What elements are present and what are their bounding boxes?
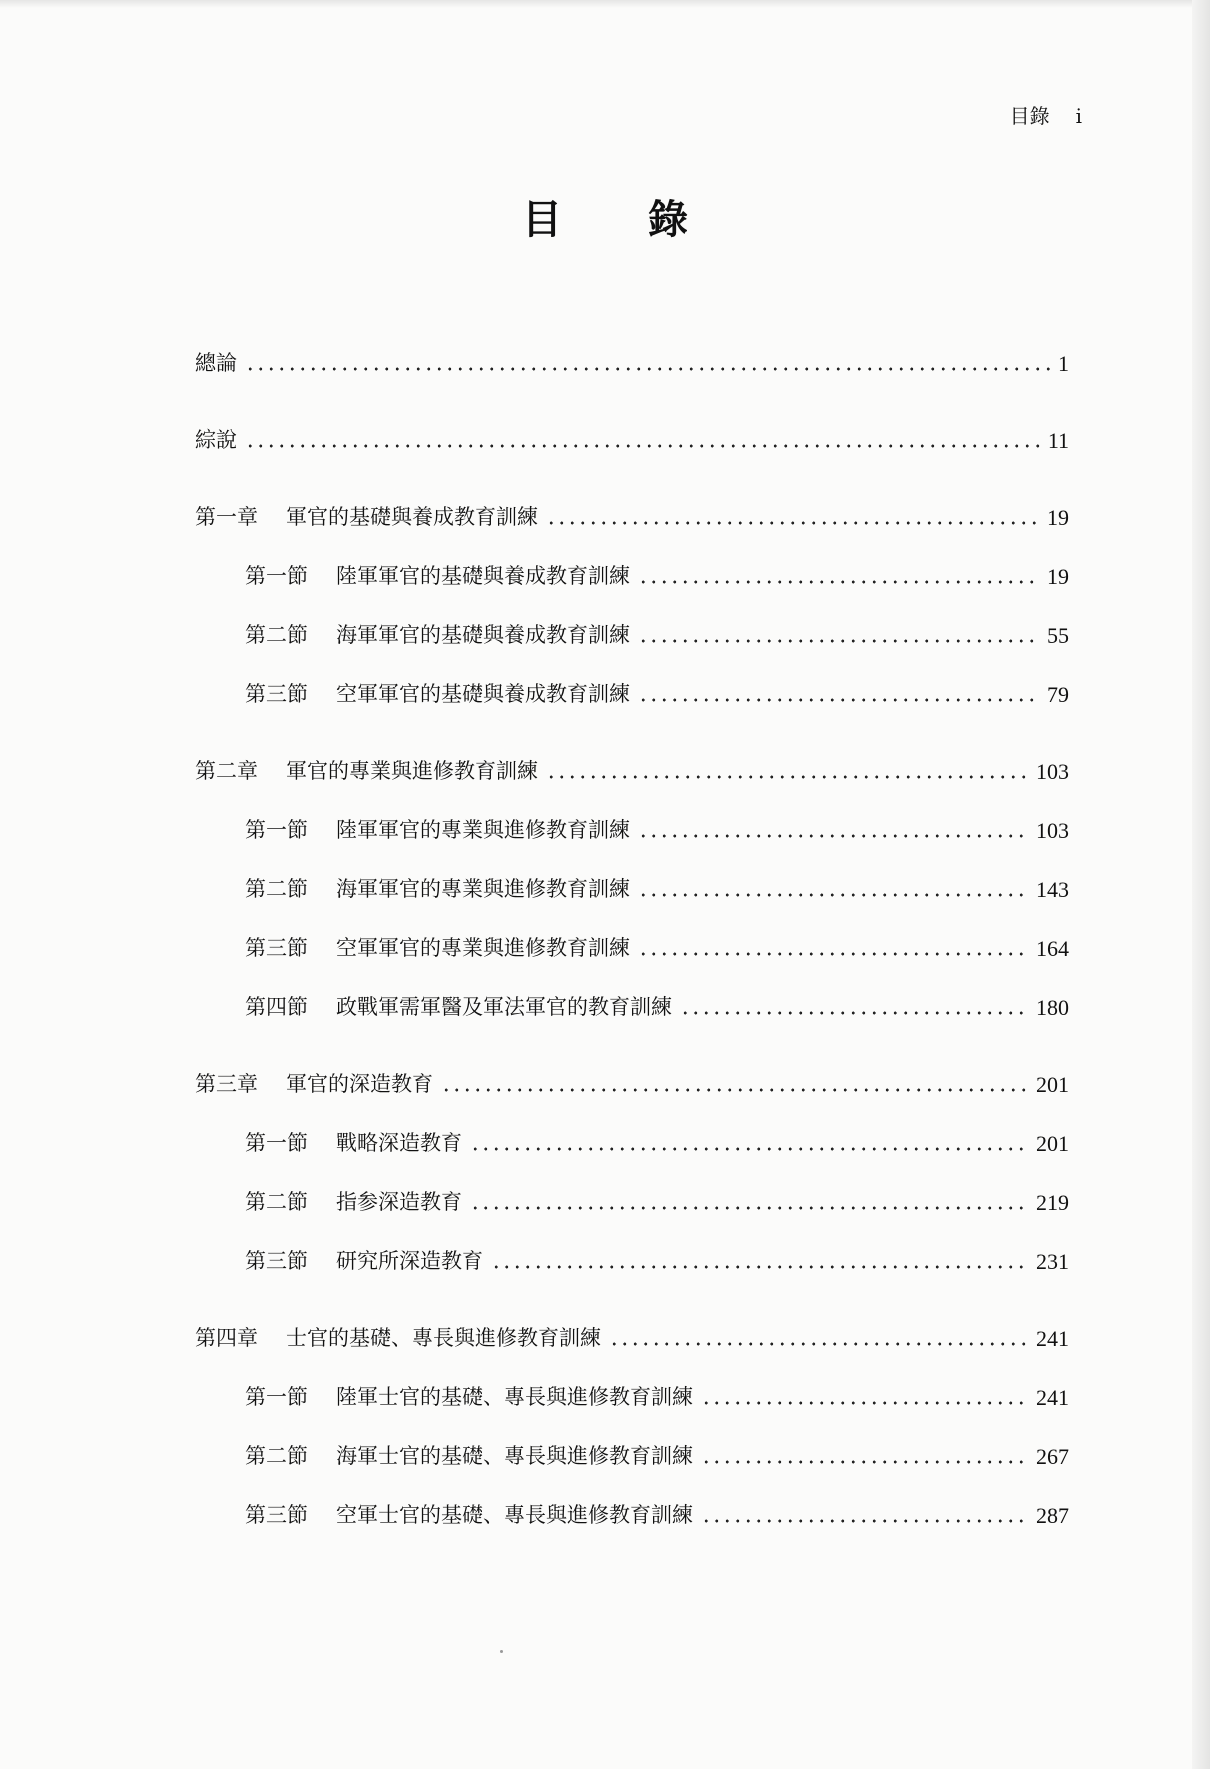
toc-entry-section xyxy=(195,1157,1069,1216)
toc-entry-number: 第三節 xyxy=(245,1249,308,1273)
toc-entry-chapter xyxy=(195,472,1069,531)
toc-entry-number: 第二節 xyxy=(245,623,308,647)
toc-dot-leader xyxy=(546,775,1028,779)
toc-dot-leader xyxy=(701,1519,1028,1523)
toc-entry-number: 第二章 xyxy=(195,759,258,783)
toc-entry-title: 海軍軍官的專業與進修教育訓練 xyxy=(336,877,630,901)
toc-dot-leader xyxy=(609,1342,1028,1346)
toc-dot-leader xyxy=(470,1206,1028,1210)
table-of-contents xyxy=(195,318,1069,1529)
toc-entry-page: 287 xyxy=(1036,1503,1069,1528)
toc-entry-top xyxy=(195,318,1069,377)
toc-dot-leader xyxy=(701,1401,1028,1405)
toc-entry-title: 總論 xyxy=(195,351,237,375)
toc-dot-leader xyxy=(638,580,1039,584)
toc-entry-number: 第二節 xyxy=(245,877,308,901)
toc-entry-title: 指参深造教育 xyxy=(336,1190,462,1214)
toc-entry-title: 空軍軍官的基礎與養成教育訓練 xyxy=(336,682,630,706)
running-head xyxy=(1010,100,1082,129)
page-right-edge xyxy=(1192,0,1210,1769)
toc-entry-title: 研究所深造教育 xyxy=(336,1249,483,1273)
toc-entry-section xyxy=(195,785,1069,844)
toc-entry-number: 第一章 xyxy=(195,505,258,529)
toc-entry-page: 267 xyxy=(1036,1444,1069,1469)
toc-entry-title: 陸軍軍官的基礎與養成教育訓練 xyxy=(336,564,630,588)
toc-entry-title: 海軍士官的基礎、專長與進修教育訓練 xyxy=(336,1444,693,1468)
toc-entry-page: 201 xyxy=(1036,1131,1069,1156)
running-head-page: i xyxy=(1075,104,1082,128)
toc-entry-title: 空軍士官的基礎、專長與進修教育訓練 xyxy=(336,1503,693,1527)
toc-entry-section xyxy=(195,903,1069,962)
toc-entry-title: 軍官的深造教育 xyxy=(286,1072,433,1096)
toc-entry-page: 219 xyxy=(1036,1190,1069,1215)
toc-entry-chapter xyxy=(195,726,1069,785)
toc-dot-leader xyxy=(245,367,1050,371)
toc-dot-leader xyxy=(491,1265,1028,1269)
toc-dot-leader xyxy=(680,1011,1028,1015)
toc-entry-page: 11 xyxy=(1047,428,1069,453)
toc-entry-section xyxy=(195,531,1069,590)
toc-entry-number: 第三節 xyxy=(245,936,308,960)
toc-entry-section xyxy=(195,1098,1069,1157)
toc-entry-title: 空軍軍官的專業與進修教育訓練 xyxy=(336,936,630,960)
toc-dot-leader xyxy=(441,1088,1028,1092)
toc-entry-section xyxy=(195,962,1069,1021)
toc-entry-page: 1 xyxy=(1058,351,1069,376)
toc-entry-page: 143 xyxy=(1036,877,1069,902)
toc-entry-number: 第二節 xyxy=(245,1444,308,1468)
toc-entry-page: 103 xyxy=(1036,818,1069,843)
toc-entry-title: 綜說 xyxy=(195,428,237,452)
toc-entry-page: 19 xyxy=(1047,564,1069,589)
toc-dot-leader xyxy=(638,698,1039,702)
toc-entry-title: 海軍軍官的基礎與養成教育訓練 xyxy=(336,623,630,647)
toc-entry-number: 第一節 xyxy=(245,818,308,842)
toc-dot-leader xyxy=(546,521,1039,525)
toc-entry-title: 政戰軍需軍醫及軍法軍官的教育訓練 xyxy=(336,995,672,1019)
page-top-edge xyxy=(0,0,1210,8)
toc-entry-chapter xyxy=(195,1039,1069,1098)
toc-entry-page: 241 xyxy=(1036,1326,1069,1351)
toc-entry-number: 第一節 xyxy=(245,1131,308,1155)
toc-entry-title: 士官的基礎、專長與進修教育訓練 xyxy=(286,1326,601,1350)
toc-entry-number: 第四節 xyxy=(245,995,308,1019)
toc-dot-leader xyxy=(638,952,1028,956)
toc-entry-number: 第三節 xyxy=(245,682,308,706)
toc-entry-title: 軍官的專業與進修教育訓練 xyxy=(286,759,538,783)
toc-entry-number: 第一節 xyxy=(245,564,308,588)
page-title: 目 錄 xyxy=(522,196,724,243)
toc-entry-section xyxy=(195,1352,1069,1411)
toc-entry-section xyxy=(195,844,1069,903)
toc-entry-number: 第三章 xyxy=(195,1072,258,1096)
toc-entry-title: 戰略深造教育 xyxy=(336,1131,462,1155)
toc-entry-number: 第四章 xyxy=(195,1326,258,1350)
toc-entry-top xyxy=(195,395,1069,454)
toc-dot-leader xyxy=(701,1460,1028,1464)
toc-dot-leader xyxy=(470,1147,1028,1151)
toc-entry-title: 陸軍士官的基礎、專長與進修教育訓練 xyxy=(336,1385,693,1409)
toc-entry-section xyxy=(195,1411,1069,1470)
toc-entry-page: 19 xyxy=(1047,505,1069,530)
toc-entry-page: 231 xyxy=(1036,1249,1069,1274)
toc-entry-chapter xyxy=(195,1293,1069,1352)
toc-dot-leader xyxy=(638,893,1028,897)
toc-entry-page: 241 xyxy=(1036,1385,1069,1410)
toc-entry-section xyxy=(195,1216,1069,1275)
toc-entry-section xyxy=(195,649,1069,708)
toc-entry-title: 軍官的基礎與養成教育訓練 xyxy=(286,505,538,529)
toc-dot-leader xyxy=(638,834,1028,838)
toc-entry-section xyxy=(195,590,1069,649)
toc-entry-page: 164 xyxy=(1036,936,1069,961)
toc-dot-leader xyxy=(638,639,1039,643)
toc-entry-page: 180 xyxy=(1036,995,1069,1020)
toc-dot-leader xyxy=(245,444,1040,448)
toc-entry-page: 103 xyxy=(1036,759,1069,784)
toc-entry-page: 79 xyxy=(1047,682,1069,707)
toc-entry-number: 第一節 xyxy=(245,1385,308,1409)
toc-entry-page: 55 xyxy=(1047,623,1069,648)
toc-entry-number: 第三節 xyxy=(245,1503,308,1527)
toc-entry-section xyxy=(195,1470,1069,1529)
toc-entry-number: 第二節 xyxy=(245,1190,308,1214)
scan-speck xyxy=(500,1650,503,1653)
toc-entry-page: 201 xyxy=(1036,1072,1069,1097)
running-head-text: 目錄 xyxy=(1009,104,1050,128)
toc-entry-title: 陸軍軍官的專業與進修教育訓練 xyxy=(336,818,630,842)
